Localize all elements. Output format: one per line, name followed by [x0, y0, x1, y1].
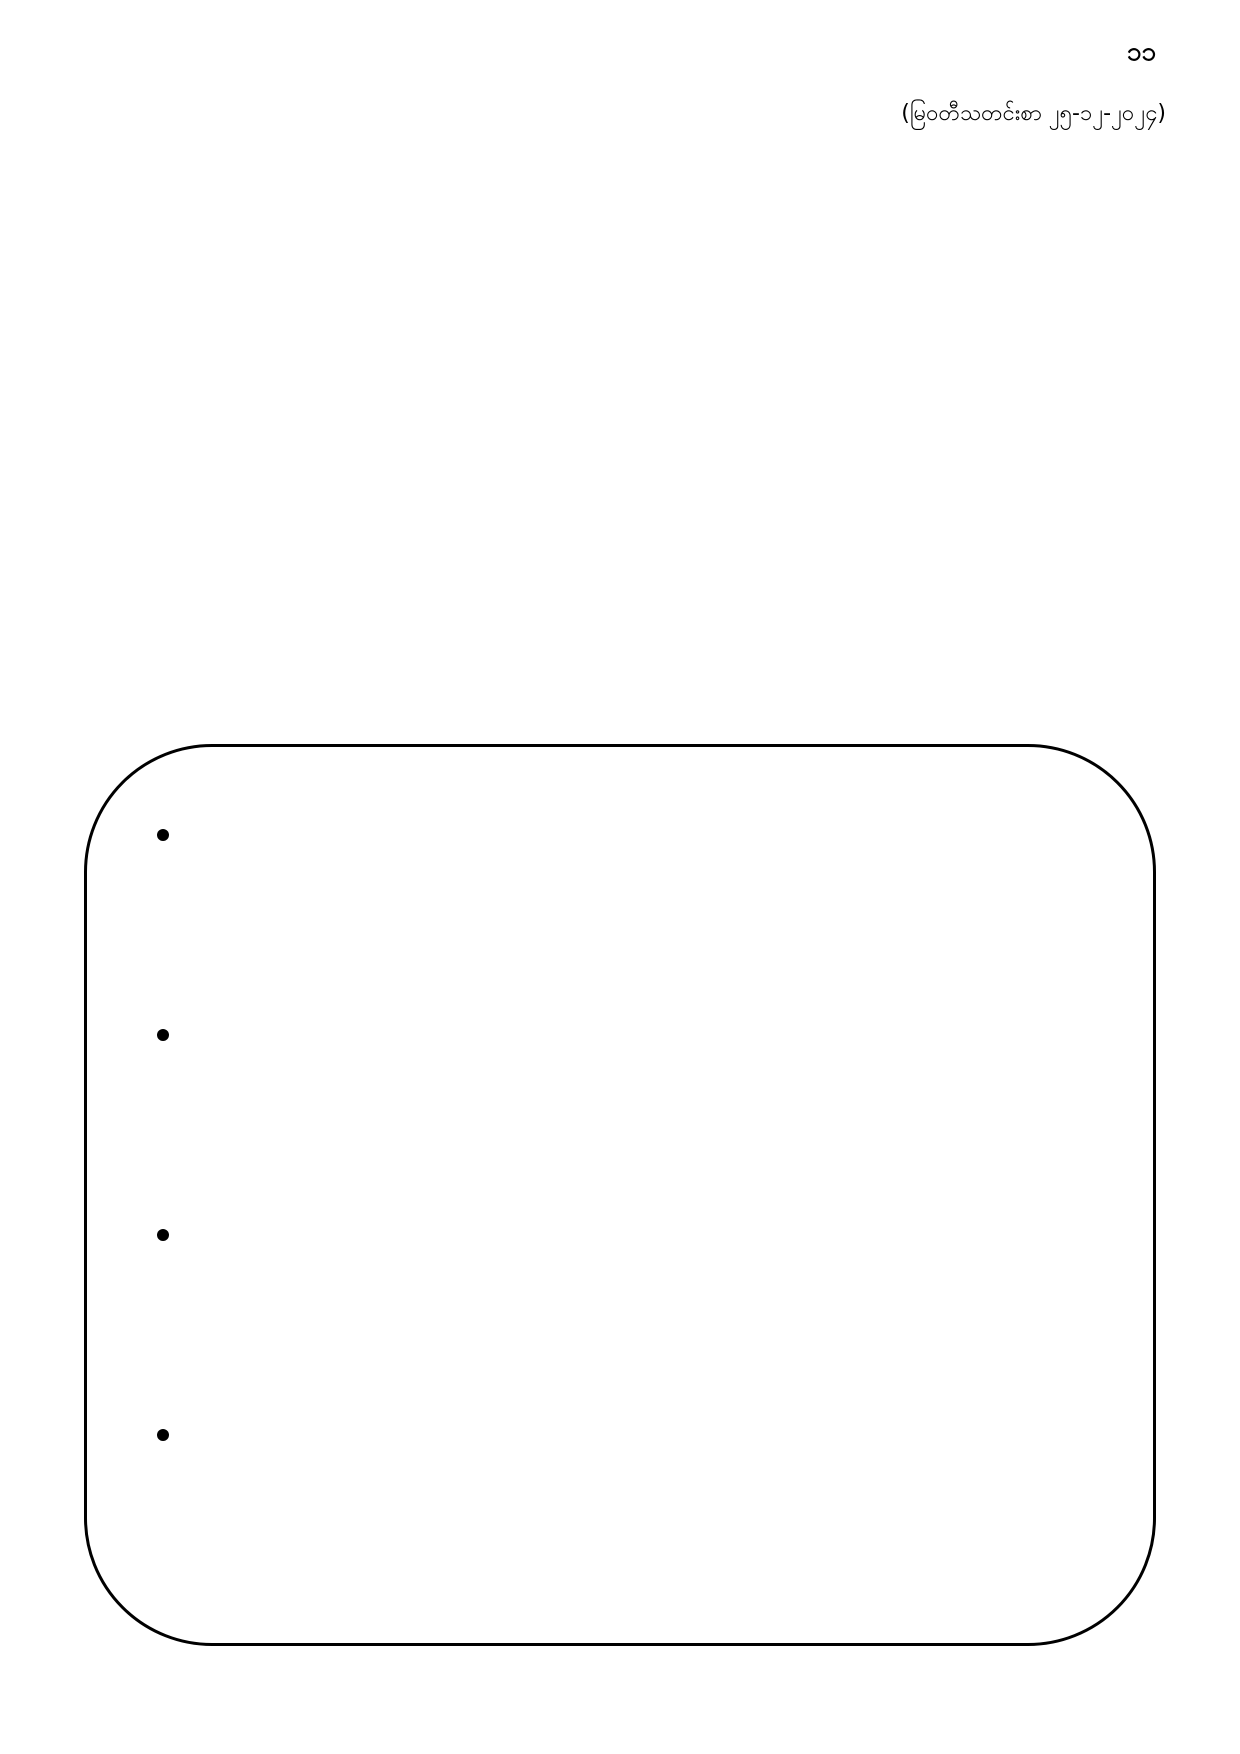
bullet-icon: [157, 1429, 169, 1441]
bullet-icon: [157, 829, 169, 841]
article-source: (မြဝတီသတင်းစာ ၂၅-၁၂-၂၀၂၄): [901, 101, 1166, 126]
bullet-icon: [157, 1029, 169, 1041]
highlight-item: [157, 1015, 1083, 1175]
highlights-box: [84, 744, 1156, 1646]
article-left-column: [84, 74, 604, 94]
highlight-item: [157, 815, 1083, 975]
highlight-item: [157, 1215, 1083, 1375]
highlight-item: [157, 1415, 1083, 1575]
page-number: ၁၁: [1126, 37, 1156, 67]
article-right-column: [646, 74, 1166, 134]
bullet-icon: [157, 1229, 169, 1241]
highlights-list: [87, 747, 1153, 1575]
